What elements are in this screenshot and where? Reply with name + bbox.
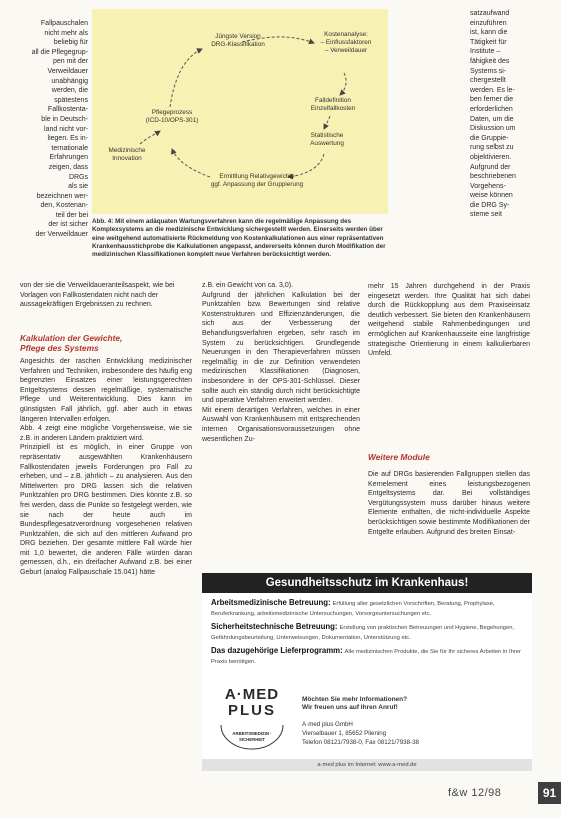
arrow-case-to-stat (324, 116, 330, 129)
ad-item-list (211, 598, 525, 667)
heading-further-modules: Weitere Module (368, 452, 430, 462)
logo-ring-text: ARBEITSMEDIZIN · SICHERHEIT (232, 731, 272, 742)
ad-item-title: Arbeitsmedizinische Betreuung: (211, 598, 331, 607)
ad-contact-details: A·med plus GmbH Vierselbauer 1, 85652 Pliening Telefon 08121/7938-0, Fax 08121/7938-38 (302, 721, 419, 746)
amed-plus-logo (211, 685, 293, 751)
ad-item (211, 598, 525, 618)
ad-item-desc: Erstellung von praktischen Betreuungen und Hygiene, Begehungen, Gefährdungsbeurteilung, Unterweisungen, Dokumentation, Unterstützung etc. (211, 625, 515, 641)
figure-caption (92, 218, 388, 259)
ad-item (211, 646, 525, 666)
figure-node-medical-innovation: Medizinische Innovation (108, 147, 146, 162)
arrow-cost-to-case (340, 73, 346, 95)
arrow-care-to-latest (170, 49, 202, 107)
ad-contact-question: Möchten Sie mehr Informationen? Wir freuen uns auf Ihren Anruf! (302, 695, 408, 712)
figure-node-statistical-evaluation: Statistische Auswertung (310, 132, 344, 147)
middle-column-body-text: z.B. ein Gewicht von ca. 3,0). Aufgrund der jährlichen Kalkulation bei der Punktzahlen bzw. Bewertungen sind relative Kostenstrukturen und Effizienzänderungen, die sich aus der Verbesserung der Behandlungsverfahren ergeben, sehr rasch im System zu berücksichtigen. Grundlegende Neuerungen in den Therapieverfahren müssen regelmäßig in die zur Definition verwendeten medizinischen Klassifikationen (Diagnosen, insbesondere in der OPS-301-Schlüssel. Dieser sollte auch ein ständig durch nicht berücksichtigte und operative Verfahren erweitert werden. Mit einem derartigen Verfahren, welches in einer Auswahl von Krankenhäusern mit entsprechenden internen Organisationsvoraussetzungen ohne wesentlichen Zu- (202, 282, 360, 443)
ad-item-title: Sicherheitstechnische Betreuung: (211, 622, 338, 632)
ad-item (211, 622, 525, 642)
ad-contact (302, 687, 522, 756)
figure-node-relative-weights: Ermittlung Relativgewichte ggf. Anpassung der Gruppierung (210, 173, 304, 188)
figure-node-cost-analysis: Kostenanalyse: – Einflussfaktoren – Verweildauer (320, 31, 372, 54)
figure-diagram (92, 9, 388, 214)
ad-headline: Gesundheitsschutz im Krankenhaus! (202, 573, 532, 593)
figure-node-case-definition: Falldefinition Einzelfallkosten (310, 97, 356, 112)
journal-label: f&w 12/98 (448, 787, 502, 799)
right-column-body-text: mehr 15 Jahren durchgehend in der Praxis eingesetzt werden. Ihre Qualität hat sich dabei durch die Rückkopplung aus dem Praxiseinsatz deutlich verbessert. Sie bieten den Krankenhäusern weitgehend stabile Rahmenbedingungen und ermöglichen auf Krankenhausseite eine langfristige strategische Orientierung in einem kalkulierbaren Umfeld. (368, 283, 530, 358)
figure-node-latest-version: Jüngste Version DRG-Klassifikation (211, 33, 265, 48)
page-number: 91 (538, 782, 561, 804)
figure-node-care-process: Pflegeprozess (ICD-10/OPS-301) (145, 109, 199, 124)
right-column-upper-text: satzaufwand einzuführen ist, kann die Tätigkeit für Institute – fähigkeit des Systems si- chergestellt werden. Es le- ben ferner die erforderlichen Daten, um die Diskussion um die Gruppie- rung selbst zu objektivieren. Aufgrund der beschriebenen Vorgehens- weise können die DRG Sy- steme seit (470, 10, 516, 219)
ad-item-desc: Alle medizinischen Produkte, die Sie für Ihr sicheres Arbeiten in Ihrer Praxis benötigen. (211, 649, 521, 665)
logo-top-text: A·MED (224, 686, 280, 703)
right-column-body-text-2: Die auf DRGs basierenden Fallgruppen stellen das Kernelement eines leistungsbezogenen Entgeltsystems dar. Bei vollständiges Vergütungssystem muss darüber hinaus weitere Elemente enthalten, die nicht-individuelle Aspekte berücksichtigen sowie bestimmte Modifikationen der Entgelte erlauben. Aufgrund des breiten Einsat- (368, 471, 530, 536)
ad-item-desc: Erfüllung aller gesetzlichen Vorschriften, Beratung, Prophylaxe, Beruferkrankung, arbeitsmedizinische Untersuchungen, Vorsorgeuntersuchungen etc. (211, 601, 495, 617)
logo-bottom-text: PLUS (227, 702, 276, 719)
figure-caption-label: Abb. 4: (92, 218, 114, 225)
figure-caption-text: Mit einem adäquaten Wartungsverfahren kann die regelmäßige Anpassung des Komplexsystems an die medizinische Entwicklung sichergestellt werden. Einerseits werden über eine weitgehend automatisierte Rückmeldung von Kostenkalkulationen aus einer repräsentativen Krankenhausstichprobe die Kalkulationen angepasst, andererseits können durch Modifikation der medizinischen Klassifikationen komplett neue Verfahren berücksichtigt werden. (92, 218, 386, 259)
left-column-upper-text: Fallpauschalen nicht mehr als beliebig für all die Pflegegrup- pen mit der Verweildauer unabhängig werden, die spätestens Fallkostenta- ble in Deutsch- land nicht vor- liegen. Es in- ternationale Erfahrungen zeigen, dass DRGs als sie bezeichnen wer- den, Kostenan- teil der bei der ist sicher der Verweildauer (31, 20, 88, 239)
advertisement (202, 573, 532, 771)
arrow-innovation-to-care (140, 131, 160, 144)
left-column-body-text: Angesichts der raschen Entwicklung medizinischer Verfahren und Techniken, insbesondere des häufig eng begrenzten Einsatzes einer leistungsgerechten Entgeltsystems dessen regelmäßige, systematische Pflege und Weiterentwicklung. Dies kann im günstigsten Fall jährlich, ggf. aber auch in etwas längeren Intervallen erfolgen. Abb. 4 zeigt eine mögliche Vorgehensweise, wie sie z.B. in anderen Ländern praktiziert wird. Prinzipiell ist es möglich, in einer Gruppe von repräsentativ ausgewählten Krankenhäusern Fallkostendaten jeweils Forderungen pro Fall zu erheben, und – z.B. jährlich – zu analysieren. Aus den Mittelwerten pro DRG lassen sich die relativen Punktzahlen pro DRG bestimmen. Dies könnte z.B. so frei werden, dass die Punkte so festgelegt werden, wie sie nach der heute auch im Bundespflegesatzverordnung vorgesehenen relativen Punktzahlen, die sich auf den mittleren Aufwand pro DRG beziehen. Der gesamte mittlere Fall würde hier mit 1,0 bewertet, die anderen Fälle würden daran gemessen, d.h., ein dreifacher Aufwand z.B. bei einer Geburt (analog Fallpauschale 15.041) hätte (20, 358, 192, 577)
left-column-intro-text: von der sie die Verweildaueranteilsaspekt, wie bei Vorlagen von Fallkostendaten nicht nach der aussagekräftigen Ergebnissen zu rechnen. (20, 282, 175, 309)
heading-calculation: Kalkulation der Gewichte, Pflege des Systems (20, 333, 123, 353)
ad-footer[interactable]: a·med plus im Internet: www.a-med.de (202, 759, 532, 771)
ad-item-title: Das dazugehörige Lieferprogramm: (211, 646, 343, 656)
page-footer (446, 782, 561, 804)
